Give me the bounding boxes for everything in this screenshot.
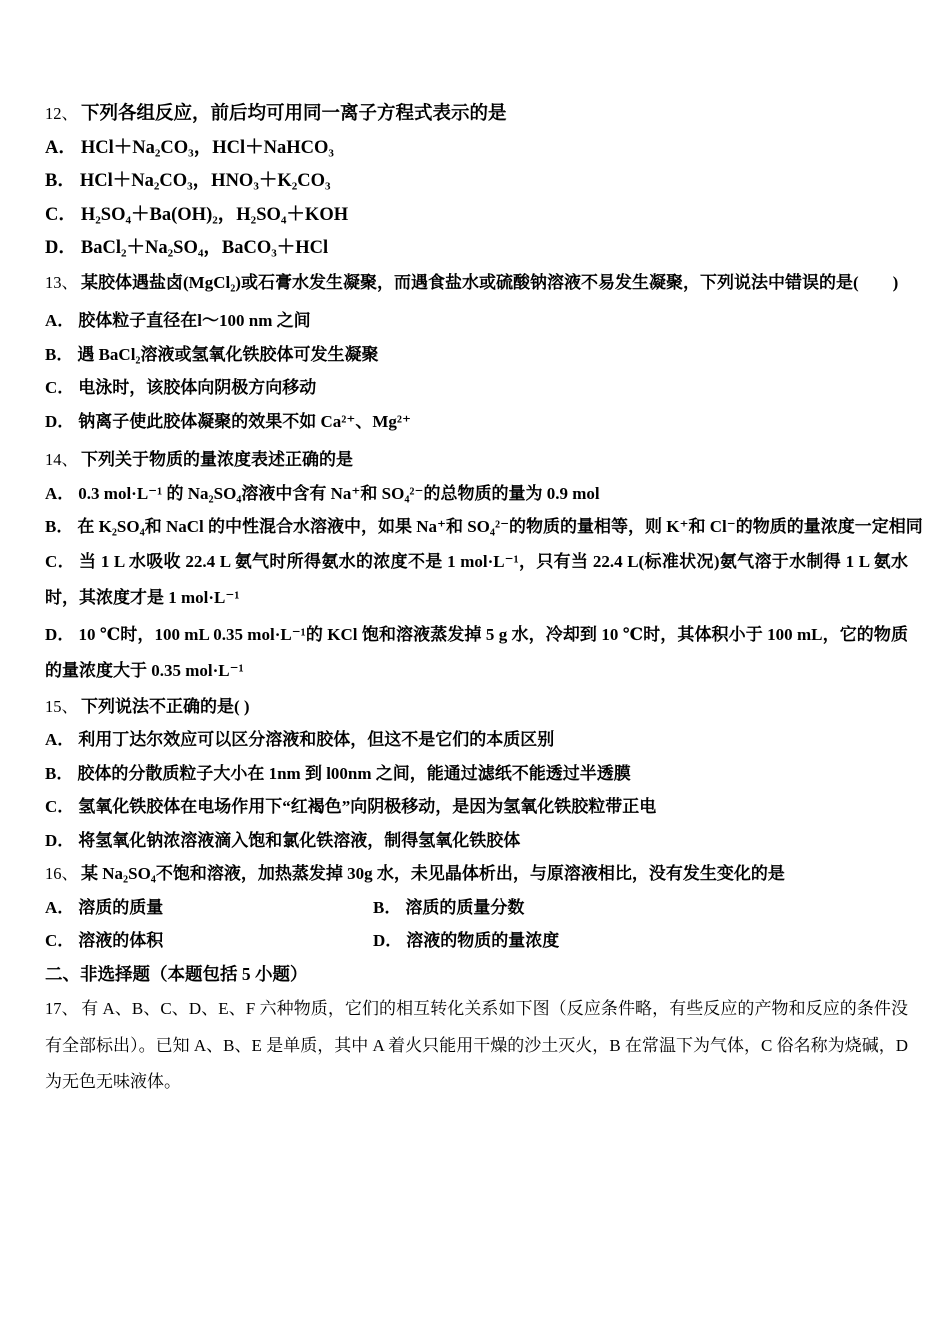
question-14-option-b bbox=[45, 510, 923, 544]
option-label: A． bbox=[45, 483, 75, 503]
option-label: D． bbox=[45, 830, 75, 850]
option-text: HCl＋Na₂CO₃，HCl＋NaHCO₃ bbox=[80, 137, 334, 158]
option-text: 钠离子使此胶体凝聚的效果不如 Ca²⁺、Mg²⁺ bbox=[78, 411, 411, 431]
question-15-number: 15、 bbox=[45, 696, 78, 716]
question-15-stem: 下列说法不正确的是( ) bbox=[81, 696, 250, 716]
option-text: H₂SO₄＋Ba(OH)₂，H₂SO₄＋KOH bbox=[80, 204, 349, 225]
question-16-options-row-1 bbox=[45, 891, 908, 925]
option-text: 将氢氧化钠浓溶液滴入饱和氯化铁溶液，制得氢氧化铁胶体 bbox=[78, 830, 521, 850]
question-12-option-a bbox=[45, 132, 908, 166]
question-14-stem: 下列关于物质的量浓度表述正确的是 bbox=[81, 450, 353, 469]
question-16-option-b bbox=[373, 891, 524, 925]
question-13-option-a bbox=[45, 304, 908, 338]
option-text: 10 ℃时，100 mL 0.35 mol·L⁻¹的 KCl 饱和溶液蒸发掉 5 g 水，冷却到 10 ℃时，其体积小于 100 mL，它的物质的量浓度大于 0.35 mol·L⁻¹ bbox=[45, 624, 908, 680]
option-text: HCl＋Na₂CO₃，HNO₃＋K₂CO₃ bbox=[79, 171, 331, 191]
question-16-options-row-2 bbox=[45, 924, 908, 958]
option-text: 溶质的质量 bbox=[78, 897, 164, 917]
question-17 bbox=[45, 991, 908, 1101]
question-14-option-c bbox=[45, 544, 908, 617]
option-label: C． bbox=[45, 551, 75, 571]
question-13-option-b bbox=[45, 338, 908, 372]
question-16-number: 16、 bbox=[45, 864, 78, 883]
option-label: A． bbox=[45, 730, 75, 749]
question-12-stem: 下列各组反应，前后均可用同一离子方程式表示的是 bbox=[81, 104, 507, 124]
question-14 bbox=[45, 443, 923, 690]
option-text: 遇 BaCl₂溶液或氢氧化铁胶体可发生凝聚 bbox=[77, 344, 379, 364]
question-15-stem-row bbox=[45, 690, 908, 724]
question-13-stem: 某胶体遇盐卤(MgCl₂)或石膏水发生凝聚，而遇食盐水或硫酸钠溶液不易发生凝聚，下列说法中错误的是( ) bbox=[81, 272, 899, 292]
question-17-number: 17、 bbox=[45, 999, 79, 1018]
option-text: 当 1 L 水吸收 22.4 L 氨气时所得氨水的浓度不是 1 mol·L⁻¹，只有当 22.4 L(标准状况)氨气溶于水制得 1 L 氨水时，其浓度才是 1 mol·L⁻¹ bbox=[45, 551, 909, 607]
option-text: BaCl₂＋Na₂SO₄，BaCO₃＋HCl bbox=[80, 238, 329, 258]
option-label: C． bbox=[45, 797, 75, 816]
question-16 bbox=[45, 857, 908, 958]
option-text: 溶液的体积 bbox=[78, 931, 164, 950]
question-15 bbox=[45, 690, 908, 858]
question-17-text: 有 A、B、C、D、E、F 六种物质，它们的相互转化关系如下图（反应条件略，有些反应的产物和反应的条件没有全部标出）。已知 A、B、E 是单质，其中 A 着火只能用干燥的沙土灭火，B 在常温下为气体，C 俗名称为烧碱，D 为无色无味液体。 bbox=[45, 999, 908, 1091]
option-label: B． bbox=[45, 171, 76, 191]
option-text: 电泳时，该胶体向阴极方向移动 bbox=[78, 378, 317, 397]
question-13-option-c bbox=[45, 371, 908, 405]
option-text: 在 K₂SO₄和 NaCl 的中性混合水溶液中，如果 Na⁺和 SO₄²⁻的物质的量相等，则 K⁺和 Cl⁻的物质的量浓度一定相同 bbox=[77, 517, 923, 536]
option-label: D． bbox=[45, 238, 77, 258]
option-label: C． bbox=[45, 378, 75, 397]
option-text: 溶液的物质的量浓度 bbox=[406, 931, 560, 950]
option-label: D． bbox=[45, 411, 75, 431]
option-label: D． bbox=[45, 624, 75, 644]
question-12-option-b bbox=[45, 165, 908, 199]
question-13-option-d bbox=[45, 405, 908, 439]
question-15-option-b bbox=[45, 757, 908, 791]
question-14-stem-row bbox=[45, 443, 908, 477]
question-16-option-c bbox=[45, 924, 373, 958]
option-text: 胶体粒子直径在l～100 nm 之间 bbox=[78, 311, 311, 330]
question-14-number: 14、 bbox=[45, 450, 78, 469]
question-15-option-a bbox=[45, 723, 908, 757]
question-16-option-a bbox=[45, 891, 373, 925]
option-label: D． bbox=[373, 931, 403, 950]
option-label: C． bbox=[45, 204, 77, 225]
question-12 bbox=[45, 97, 908, 266]
question-17-text-row bbox=[45, 991, 908, 1101]
question-12-stem-row bbox=[45, 97, 908, 132]
option-text: 胶体的分散质粒子大小在 1nm 到 l00nm 之间，能通过滤纸不能透过半透膜 bbox=[77, 763, 631, 783]
question-16-stem: 某 Na₂SO₄不饱和溶液，加热蒸发掉 30g 水，未见晶体析出，与原溶液相比，没有发生变化的是 bbox=[81, 864, 785, 883]
section-header: 二、非选择题（本题包括 5 小题） bbox=[45, 963, 308, 984]
option-label: B． bbox=[373, 897, 402, 917]
option-label: A． bbox=[45, 311, 75, 330]
option-label: B． bbox=[45, 517, 74, 536]
option-text: 0.3 mol·L⁻¹ 的 Na₂SO₄溶液中含有 Na⁺和 SO₄²⁻的总物质的量为 0.9 mol bbox=[78, 483, 600, 503]
question-12-option-c bbox=[45, 199, 908, 233]
option-text: 溶质的质量分数 bbox=[405, 897, 525, 917]
question-15-option-d bbox=[45, 824, 908, 858]
question-13 bbox=[45, 266, 908, 439]
question-13-number: 13、 bbox=[45, 272, 78, 292]
question-12-number: 12、 bbox=[45, 104, 78, 123]
question-16-option-d bbox=[373, 924, 559, 958]
option-label: A． bbox=[45, 137, 77, 158]
option-text: 利用丁达尔效应可以区分溶液和胶体，但这不是它们的本质区别 bbox=[78, 730, 555, 749]
question-13-stem-row bbox=[45, 266, 908, 300]
option-label: A． bbox=[45, 897, 75, 917]
option-label: C． bbox=[45, 931, 75, 950]
question-14-option-a bbox=[45, 477, 908, 511]
question-12-option-d bbox=[45, 232, 908, 266]
option-text: 氢氧化铁胶体在电场作用下“红褐色”向阴极移动，是因为氢氧化铁胶粒带正电 bbox=[78, 797, 657, 816]
question-15-option-c bbox=[45, 790, 908, 824]
option-label: B． bbox=[45, 344, 74, 364]
question-14-option-d bbox=[45, 617, 908, 690]
question-16-stem-row bbox=[45, 857, 908, 891]
option-label: B． bbox=[45, 763, 74, 783]
